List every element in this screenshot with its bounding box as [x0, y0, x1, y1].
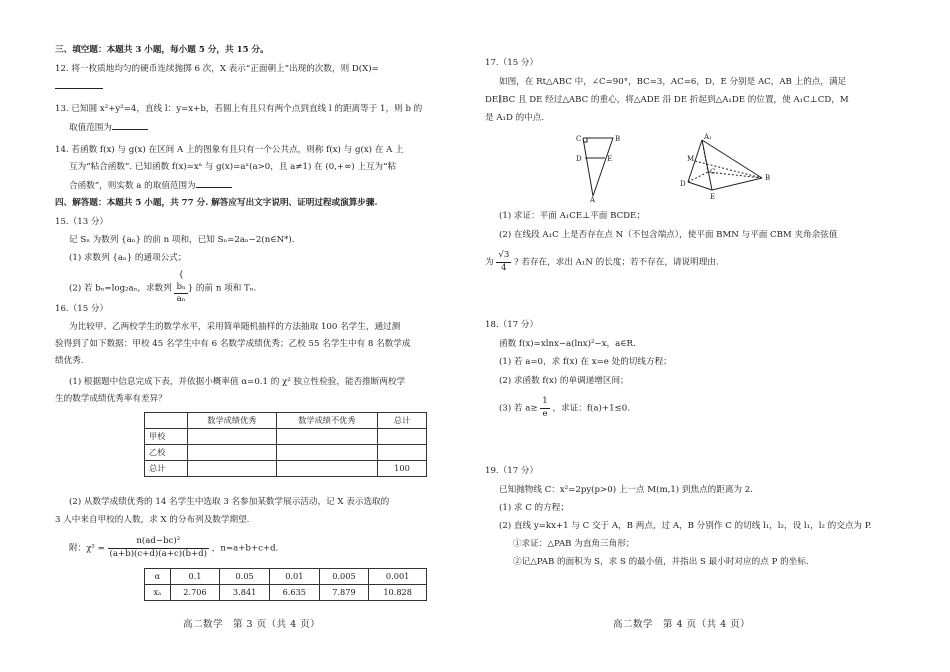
table-row: 总计 100 [145, 461, 427, 477]
q19-line1: 已知抛物线 C：x²=2py(p>0) 上一点 M(m,1) 到焦点的距离为 2. [499, 485, 753, 495]
label-c: C [710, 168, 716, 176]
q18-part2: (2) 求函数 f(x) 的单调递增区间； [499, 376, 629, 386]
q12-text: 12. 将一枚质地均匀的硬币连续抛掷 6 次，X 表示“正面朝上”出现的次数，则 D(X)= [55, 64, 379, 74]
label-a: A [590, 196, 596, 202]
q16-part1a: (1) 根据题中信息完成下表，并依据小概率值 α=0.1 的 χ² 独立性检验，能否推断两校学 [69, 377, 406, 387]
q19-part2: (2) 直线 y=kx+1 与 C 交于 A，B 两点，过 A，B 分别作 C 的切线 l₁，l₂，设 l₁，l₂ 的交点为 P. [499, 521, 872, 531]
q17-line2: DE∥BC 且 DE 经过△ABC 的重心，将△ADE 沿 DE 折起到△A₁DE 的位置，使 A₁C⊥CD，M [485, 95, 849, 105]
chi-square-formula: 附：χ² = $\frac{\text{n(ad−bc)²}}{(a+b)(c+d)(a+c)(b+d)}$ ，n=a+b+c+d. [69, 536, 279, 559]
q16-line1: 为比较甲、乙两校学生的数学水平，采用简单随机抽样的方法抽取 100 名学生，通过测 [69, 322, 401, 332]
q14-line1: 14. 若函数 f(x) 与 g(x) 在区间 A 上的图象有且只有一个公共点，则称 f(x) 与 g(x) 在 A 上 [55, 145, 404, 155]
label-d: D [680, 180, 686, 188]
left-page [55, 0, 440, 672]
q18-part3: (3) 若 a≥ $\frac{1}{e}$ ，求证：f(a)+1≤0. [499, 396, 630, 419]
q13-line1: 13. 已知圆 x²+y²=4，直线 l：y=x+b，若圆上有且只有两个点到直线 l 的距离等于 1，则 b 的 [55, 104, 423, 114]
table-row: α 0.1 0.05 0.01 0.005 0.001 [145, 569, 427, 585]
q17-line3: 是 A₁D 的中点. [485, 113, 545, 123]
page-footer-3: 高二数学 第 3 页（共 4 页） [183, 619, 321, 630]
q13-line2: 取值范围为 [55, 121, 148, 135]
q14-line3: 合函数”，则实数 a 的取值范围为 [55, 179, 232, 193]
q18-part1: (1) 若 a=0，求 f(x) 在 x=e 处的切线方程； [499, 357, 672, 367]
triangle-outline [583, 138, 613, 196]
q16-part2a: (2) 从数学成绩优秀的 14 名学生中选取 3 名参加某数学展示活动，记 X 表示选取的 [69, 497, 390, 507]
section4-title: 四、解答题：本题共 5 小题，共 77 分. 解答应写出文字说明、证明过程或演算步骤. [55, 198, 378, 208]
figure-right-triangle [575, 132, 635, 202]
q12-blank [55, 80, 103, 94]
contingency-table [144, 412, 427, 477]
table-row: 数学成绩优秀 数学成绩不优秀 总计 [145, 413, 427, 429]
q19-part1: (1) 求 C 的方程； [499, 503, 569, 513]
label-m: M [687, 155, 695, 163]
q18-head: 18.（17 分） [485, 320, 539, 330]
q19-part2-i: ①求证：△PAB 为直角三角形； [513, 539, 635, 549]
q16-line2: 验得到了如下数据：甲校 45 名学生中有 6 名数学成绩优秀；乙校 55 名学生中有 8 名数学成 [55, 339, 411, 349]
q15-part1: (1) 求数列 {aₙ} 的通项公式； [69, 253, 187, 263]
q15-part2: (2) 若 bₙ=log₂aₙ，求数列 { bₙ aₙ } 的前 n 项和 Tₙ. [69, 270, 257, 305]
q19-part2-ii: ②记△PAB 的面积为 S，求 S 的最小值，并指出 S 最小时对应的点 P 的坐标. [513, 557, 809, 567]
q17-head: 17.（15 分） [485, 58, 539, 68]
table-row: 乙校 [145, 445, 427, 461]
figure-folded-pyramid [670, 132, 780, 202]
critical-value-table [144, 568, 427, 601]
right-page [485, 0, 875, 672]
table-row: xₐ 2.706 3.841 6.635 7.879 10.828 [145, 585, 427, 601]
q16-part1b: 生的数学成绩优秀率有差异？ [55, 394, 167, 404]
q15-fraction: { bₙ aₙ [176, 270, 186, 305]
q15-line1: 记 Sₙ 为数列 {aₙ} 的前 n 项和，已知 Sₙ=2aₙ−2(n∈N*). [69, 235, 295, 245]
label-b: B [765, 174, 771, 182]
q18-line1: 函数 f(x)=xlnx−a(lnx)²−x，a∈R. [499, 339, 636, 349]
label-e: E [607, 155, 613, 163]
q16-part2b: 3 人中来自甲校的人数，求 X 的分布列及数学期望. [55, 515, 250, 525]
label-d: D [576, 155, 582, 163]
q16-head: 16.（15 分） [55, 304, 109, 314]
q17-part2-cont: 为 $\frac{√3}{4}$ ? 若存在，求出 A₁N 的长度；若不存在，请说明理由. [485, 250, 719, 273]
q14-line2: 互为“粘合函数”. 已知函数 f(x)=xᵃ 与 g(x)=aˣ(a>0，且 a≠1) 在 (0,+∞) 上互为“粘 [69, 162, 397, 172]
q16-line3: 绩优秀. [55, 356, 84, 366]
q17-line1: 如图，在 Rt△ABC 中，∠C=90°，BC=3，AC=6，D，E 分别是 AC，AB 上的点，满足 [499, 77, 847, 87]
section3-title: 三、填空题：本题共 3 小题，每小题 5 分，共 15 分。 [55, 45, 269, 55]
q17-part1: (1) 求证：平面 A₁CE⊥平面 BCDE； [499, 211, 645, 221]
q17-part2: (2) 在线段 A₁C 上是否存在点 N（不包含端点），使平面 BMN 与平面 CBM 夹角余弦值 [499, 230, 838, 240]
q19-head: 19.（17 分） [485, 466, 539, 476]
page-footer-4: 高二数学 第 4 页（共 4 页） [613, 619, 751, 630]
label-c: C [576, 135, 582, 143]
label-b: B [615, 135, 621, 143]
table-row: 甲校 [145, 429, 427, 445]
label-a1: A₁ [704, 133, 712, 141]
label-e: E [710, 193, 716, 201]
q15-head: 15.（13 分） [55, 217, 109, 227]
